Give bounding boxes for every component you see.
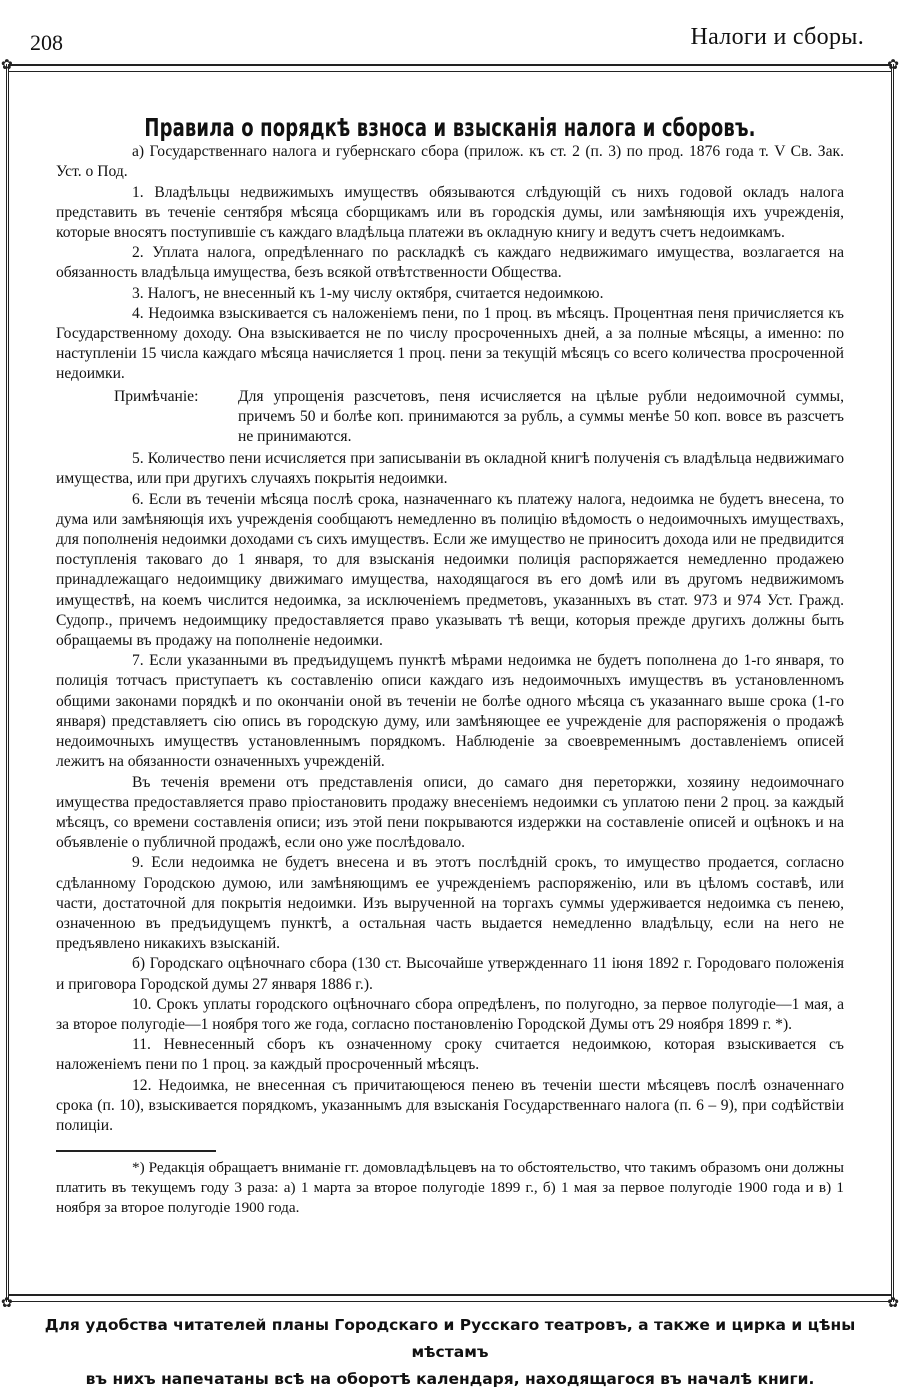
paragraph-10: 10. Срокъ уплаты городского оцѣночнаго сбора опредѣленъ, по полугодно, за первое полугодіе—1 мая, а за второе полугодіе—1 ноября того же года, согласно постановленію Городской Думы отъ 29 ноября 1899 г. *). <box>56 995 844 1033</box>
corner-ornament-icon: ✿ <box>1 1295 13 1311</box>
bottom-notice-line-2: въ нихъ напечатаны всѣ на оборотѣ календаря, находящагося въ началѣ книги. <box>85 1370 815 1388</box>
footnote-divider <box>56 1150 216 1152</box>
document-title: Правила о порядкѣ взноса и взысканія налога и сборовъ. <box>144 113 756 142</box>
frame-bottom-rule <box>9 1294 891 1302</box>
paragraph-8: Въ теченія времени отъ представленія описи, до самаго дня переторжки, хозяину недоимочнаго имущества предоставляется право пріостановить продажу внесеніемъ недоимки съ уплатою пени 2 проц. за каждый мѣсяцъ, со времени составленія описи; изъ этой пени покрываются издержки на составленіе описей и оцѣнокъ и на объявленіе о публичной продажѣ, если оно уже послѣдовало. <box>56 773 844 852</box>
note-label: Примѣчаніе: <box>114 387 199 405</box>
paragraph-2: 2. Уплата налога, опредѣленнаго по раскладкѣ съ каждаго недвижимаго имущества, возлагается на обязанность владѣльца имущества, безъ всякой отвѣтственности Общества. <box>56 244 844 282</box>
document-body <box>56 113 844 1218</box>
note-block <box>56 387 844 448</box>
paragraph-9: 9. Если недоимка не будетъ внесена и въ этотъ послѣдній срокъ, то имущество продается, согласно сдѣланному Городскою думою, или замѣняющимъ ее учрежденіемъ распоряженію, или въ цѣломъ составѣ, или части, достаточной для покрытія недоимки. Изъ вырученной на торгахъ суммы удерживается недоимка съ пенею, означенною въ предъидущемъ пунктѣ, а остальная часть выдается немедленно владѣльцу, если на него не предъявлено никакихъ взысканій. <box>56 854 844 953</box>
section-a-heading: а) Государственнаго налога и губернскаго сбора (прилож. къ ст. 2 (п. 3) по прод. 1876 года т. V Св. Зак. Уст. о Под. <box>56 143 844 181</box>
corner-ornament-icon: ✿ <box>887 1295 899 1311</box>
running-title: Налоги и сборы. <box>690 24 864 50</box>
note-text: Для упрощенія разсчетовъ, пеня исчисляется на цѣлые рубли недоимочной суммы, причемъ 50 и болѣе коп. принимаются за рубль, а суммы менѣе 50 коп. вовсе въ разсчетъ не принимаются. <box>238 387 844 446</box>
paragraph-1: 1. Владѣльцы недвижимыхъ имуществъ обязываются слѣдующій съ нихъ годовой окладъ налога представить въ теченіе сентября мѣсяца сборщикамъ или въ городскія думы, или замѣняющія ихъ учрежденія, которые вносятъ поступившіе съ каждаго владѣльца платежи въ окладную книгу и ведутъ счетъ недоимкамъ. <box>56 183 844 242</box>
paragraph-4: 4. Недоимка взыскивается съ наложеніемъ пени, по 1 проц. въ мѣсяцъ. Процентная пеня причисляется къ Государственному доходу. Она взыскивается не по числу просроченныхъ дней, а за полные мѣсяцы, а именно: по наступленіи 15 числа каждаго мѣсяца начисляется 1 проц. пени за текущій мѣсяцъ со всего количества просроченной недоимки. <box>56 304 844 383</box>
frame-top-rule <box>9 64 891 72</box>
paragraph-3: 3. Налогъ, не внесенный къ 1-му числу октября, считается недоимкою. <box>132 284 604 302</box>
bottom-notice-line-1: Для удобства читателей планы Городскаго и Русскаго театровъ, а также и цирка и цѣны мѣстамъ <box>44 1316 856 1361</box>
corner-ornament-icon: ✿ <box>1 57 13 73</box>
section-b-heading: б) Городскаго оцѣночнаго сбора (130 ст. Высочайше утвержденнаго 11 іюня 1892 г. Городоваго положенія и приговора Городской думы 27 января 1886 г.). <box>56 955 844 993</box>
paragraph-6: 6. Если въ теченіи мѣсяца послѣ срока, назначеннаго къ платежу налога, недоимка не будетъ внесена, то дума или замѣняющія ихъ учрежденія сообщаютъ немедленно въ полицію вѣдомость о недоимочныхъ имуществахъ, для пополненія недоимки доходами съ сихъ имуществъ. Если же имущество не приноситъ дохода или не предвидится поступленія таковаго до 1 января, то для взысканія недоимки полиція распоряжается немедленно продажею принадлежащаго недоимщику движимаго имущества, находящагося въ его домѣ или въ другомъ недвижимомъ имуществѣ, на коемъ числится недоимка, за исключеніемъ предметовъ, указанныхъ въ стат. 973 и 974 Уст. Гражд. Судопр., причемъ недоимщику предоставляется право указывать тѣ вещи, которыя прежде другихъ должны быть обращаемы въ продажу на пополненіе недоимки. <box>56 490 844 650</box>
paragraph-11: 11. Невнесенный сборъ къ означенному сроку считается недоимкою, которая взыскивается съ наложеніемъ пени по 1 проц. за каждый просроченный мѣсяцъ. <box>56 1036 844 1074</box>
footnote: *) Редакція обращаетъ вниманіе гг. домовладѣльцевъ на то обстоятельство, что такимъ образомъ они должны платить въ текущемъ году 3 раза: а) 1 марта за второе полугодіе 1899 г., б) 1 мая за первое полугодіе 1900 года и в) 1 ноября за второе полугодіе 1900 года. <box>56 1159 844 1217</box>
corner-ornament-icon: ✿ <box>887 57 899 73</box>
paragraph-5: 5. Количество пени исчисляется при записываніи въ окладной книгѣ полученія съ владѣльца недвижимаго имущества, или при другихъ случаяхъ покрытія недоимки. <box>56 450 844 488</box>
page-number: 208 <box>30 30 63 55</box>
paragraph-12: 12. Недоимка, не внесенная съ причитающеюся пенею въ теченіи шести мѣсяцевъ послѣ означеннаго срока (п. 10), взыскивается порядкомъ, указаннымъ для взысканія Государственнаго налога (п. 6 – 9), при содѣйствіи полиціи. <box>56 1076 844 1134</box>
bottom-notice <box>30 1312 870 1393</box>
paragraph-7: 7. Если указанными въ предъидущемъ пунктѣ мѣрами недоимка не будетъ пополнена до 1-го января, то полиція тотчасъ приступаетъ къ составленію описи каждаго изъ недоимочныхъ имуществъ въ установленномъ общими законами порядкѣ и по окончаніи оной въ теченіи не болѣе одного мѣсяца съ указаннаго выше срока (1-го января) представляетъ сію опись въ городскую думу, или замѣняющее ее учрежденіе для распоряженія о продажѣ недоимочныхъ имуществъ установленнымъ порядкомъ. Наблюденіе за своевременнымъ доставленіемъ описей лежитъ на обязанности означенныхъ учрежденій. <box>56 652 844 771</box>
